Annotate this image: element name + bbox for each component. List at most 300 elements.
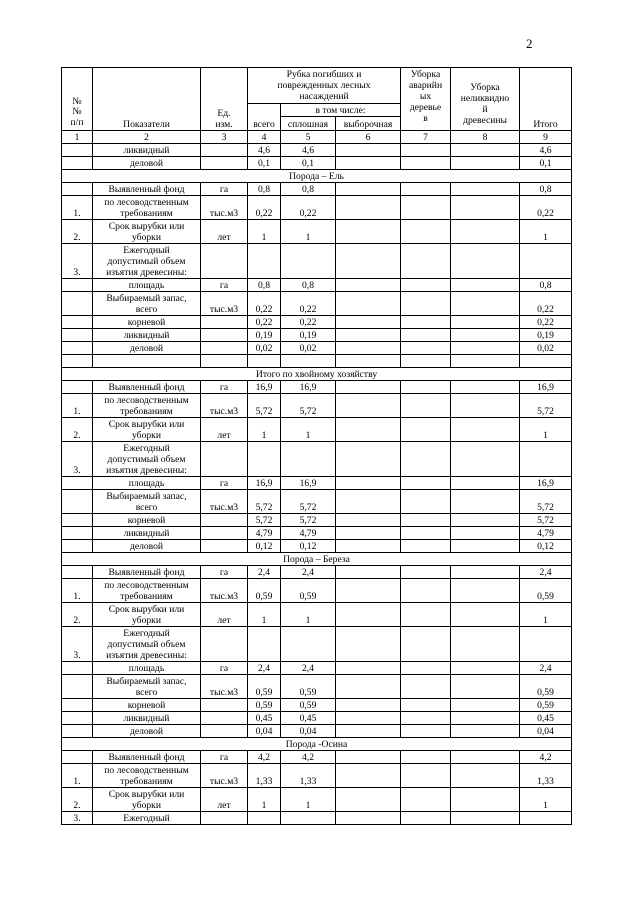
value-itogo: 0,04: [520, 725, 572, 738]
value-nonliquid: [451, 292, 520, 316]
value-total: 0,22: [248, 196, 281, 220]
header-felling: Рубка погибших и поврежденных лесных насаждений: [248, 68, 401, 104]
unit-cell: га: [201, 751, 248, 764]
value-selective: [336, 418, 401, 442]
row-number: [62, 157, 93, 170]
unit-cell: [201, 316, 248, 329]
header-total-sub: всего: [248, 104, 281, 131]
table-row: [62, 699, 572, 712]
value-emergency: [401, 662, 451, 675]
value-nonliquid: [451, 157, 520, 170]
section-title: Порода – Береза: [62, 553, 572, 566]
value-nonliquid: [451, 477, 520, 490]
value-selective: [336, 316, 401, 329]
value-emergency: [401, 699, 451, 712]
value-nonliquid: [451, 418, 520, 442]
unit-cell: [201, 514, 248, 527]
value-selective: [336, 662, 401, 675]
value-emergency: [401, 196, 451, 220]
value-total: 2,4: [248, 566, 281, 579]
value-emergency: [401, 527, 451, 540]
indicator-cell: корневой: [93, 699, 201, 712]
value-selective: [336, 699, 401, 712]
value-total: 1: [248, 603, 281, 627]
value-clear: [281, 812, 336, 825]
row-number: 1.: [62, 579, 93, 603]
header-nonliquid: Уборка неликвидно й древесины: [451, 68, 520, 131]
value-nonliquid: [451, 329, 520, 342]
col-number: 1: [62, 131, 93, 144]
value-nonliquid: [451, 579, 520, 603]
indicator-cell: по лесоводственным требованиям: [93, 394, 201, 418]
indicator-cell: площадь: [93, 477, 201, 490]
value-itogo: 2,4: [520, 662, 572, 675]
indicator-cell: [93, 355, 201, 368]
value-clear: 1: [281, 788, 336, 812]
value-clear: 0,02: [281, 342, 336, 355]
row-number: [62, 183, 93, 196]
unit-cell: тыс.м3: [201, 675, 248, 699]
unit-cell: га: [201, 381, 248, 394]
value-clear: 1,33: [281, 764, 336, 788]
value-nonliquid: [451, 764, 520, 788]
row-number: [62, 355, 93, 368]
row-number: [62, 316, 93, 329]
unit-cell: [201, 355, 248, 368]
indicator-cell: корневой: [93, 316, 201, 329]
indicator-cell: ликвидный: [93, 329, 201, 342]
value-total: 1: [248, 788, 281, 812]
table-row: [62, 316, 572, 329]
table-row: [62, 675, 572, 699]
table-row: [62, 579, 572, 603]
value-emergency: [401, 329, 451, 342]
value-clear: 0,22: [281, 196, 336, 220]
row-number: [62, 699, 93, 712]
page-number: 2: [526, 36, 533, 51]
header-unit: Ед. изм.: [201, 68, 248, 131]
value-nonliquid: [451, 316, 520, 329]
value-itogo: 0,19: [520, 329, 572, 342]
value-emergency: [401, 490, 451, 514]
unit-cell: га: [201, 566, 248, 579]
indicator-cell: деловой: [93, 540, 201, 553]
col-number: 3: [201, 131, 248, 144]
row-number: [62, 675, 93, 699]
value-nonliquid: [451, 627, 520, 662]
value-itogo: 4,79: [520, 527, 572, 540]
unit-cell: тыс.м3: [201, 579, 248, 603]
table-row: [62, 477, 572, 490]
value-selective: [336, 527, 401, 540]
row-number: [62, 292, 93, 316]
table-row: [62, 540, 572, 553]
unit-cell: [201, 244, 248, 279]
value-itogo: 16,9: [520, 477, 572, 490]
table-row: [62, 627, 572, 662]
row-number: [62, 751, 93, 764]
section-row: [62, 170, 572, 183]
value-clear: 16,9: [281, 477, 336, 490]
value-clear: 2,4: [281, 566, 336, 579]
row-number: [62, 712, 93, 725]
header-emergency: Уборка аварийн ых деревье в: [401, 68, 451, 131]
indicator-cell: Ежегодный допустимый объем изъятия древесины:: [93, 244, 201, 279]
value-clear: [281, 355, 336, 368]
row-number: 2.: [62, 603, 93, 627]
value-clear: 4,6: [281, 144, 336, 157]
value-emergency: [401, 812, 451, 825]
table-row: [62, 157, 572, 170]
value-itogo: 0,22: [520, 316, 572, 329]
indicator-cell: Выбираемый запас, всего: [93, 490, 201, 514]
indicator-cell: Срок вырубки или уборки: [93, 788, 201, 812]
table-row: [62, 418, 572, 442]
value-selective: [336, 244, 401, 279]
value-emergency: [401, 751, 451, 764]
section-title: Порода -Осина: [62, 738, 572, 751]
col-number: 7: [401, 131, 451, 144]
row-number: [62, 144, 93, 157]
value-emergency: [401, 579, 451, 603]
indicator-cell: ликвидный: [93, 712, 201, 725]
unit-cell: га: [201, 662, 248, 675]
value-itogo: 0,59: [520, 699, 572, 712]
indicator-cell: по лесоводственным требованиям: [93, 579, 201, 603]
value-total: 2,4: [248, 662, 281, 675]
value-total: 0,02: [248, 342, 281, 355]
row-number: [62, 514, 93, 527]
value-itogo: [520, 627, 572, 662]
row-number: 2.: [62, 418, 93, 442]
unit-cell: лет: [201, 603, 248, 627]
value-itogo: 1: [520, 220, 572, 244]
row-number: [62, 477, 93, 490]
value-total: 0,59: [248, 675, 281, 699]
col-number: 6: [336, 131, 401, 144]
value-total: 4,79: [248, 527, 281, 540]
header-num: № № п/п: [62, 68, 93, 131]
value-itogo: 0,8: [520, 279, 572, 292]
value-emergency: [401, 381, 451, 394]
value-selective: [336, 675, 401, 699]
table-row: [62, 566, 572, 579]
value-nonliquid: [451, 490, 520, 514]
value-itogo: 4,6: [520, 144, 572, 157]
value-selective: [336, 540, 401, 553]
table-row: [62, 196, 572, 220]
header-column-numbers: [62, 131, 572, 144]
value-emergency: [401, 316, 451, 329]
value-total: 4,6: [248, 144, 281, 157]
unit-cell: лет: [201, 220, 248, 244]
row-number: 1.: [62, 394, 93, 418]
row-number: 3.: [62, 627, 93, 662]
indicator-cell: Выявленный фонд: [93, 566, 201, 579]
indicator-cell: Выбираемый запас, всего: [93, 675, 201, 699]
row-number: [62, 279, 93, 292]
indicator-cell: площадь: [93, 662, 201, 675]
table-row: [62, 220, 572, 244]
indicator-cell: ликвидный: [93, 527, 201, 540]
value-selective: [336, 712, 401, 725]
row-number: 2.: [62, 788, 93, 812]
value-itogo: 0,8: [520, 183, 572, 196]
value-nonliquid: [451, 527, 520, 540]
value-clear: [281, 442, 336, 477]
value-emergency: [401, 514, 451, 527]
value-itogo: 5,72: [520, 514, 572, 527]
indicator-cell: корневой: [93, 514, 201, 527]
value-itogo: 0,22: [520, 196, 572, 220]
value-total: 4,2: [248, 751, 281, 764]
value-itogo: [520, 812, 572, 825]
value-clear: [281, 244, 336, 279]
value-nonliquid: [451, 662, 520, 675]
unit-cell: [201, 442, 248, 477]
table-row: [62, 394, 572, 418]
indicator-cell: деловой: [93, 725, 201, 738]
value-emergency: [401, 418, 451, 442]
value-total: 0,19: [248, 329, 281, 342]
unit-cell: лет: [201, 788, 248, 812]
value-selective: [336, 394, 401, 418]
table-row: [62, 725, 572, 738]
value-clear: 1: [281, 418, 336, 442]
unit-cell: тыс.м3: [201, 196, 248, 220]
value-clear: 0,22: [281, 316, 336, 329]
unit-cell: тыс.м3: [201, 764, 248, 788]
value-selective: [336, 183, 401, 196]
value-total: 1: [248, 220, 281, 244]
indicator-cell: Ежегодный: [93, 812, 201, 825]
value-selective: [336, 279, 401, 292]
value-nonliquid: [451, 394, 520, 418]
header-including: в том числе:: [281, 104, 401, 117]
row-number: 3.: [62, 442, 93, 477]
table-row: [62, 662, 572, 675]
unit-cell: тыс.м3: [201, 490, 248, 514]
value-emergency: [401, 183, 451, 196]
indicator-cell: деловой: [93, 157, 201, 170]
value-nonliquid: [451, 675, 520, 699]
row-number: [62, 381, 93, 394]
table-row: [62, 355, 572, 368]
value-emergency: [401, 712, 451, 725]
value-itogo: 0,45: [520, 712, 572, 725]
value-total: 0,1: [248, 157, 281, 170]
row-number: 1.: [62, 196, 93, 220]
value-selective: [336, 751, 401, 764]
value-nonliquid: [451, 566, 520, 579]
unit-cell: [201, 699, 248, 712]
value-nonliquid: [451, 603, 520, 627]
table-row: [62, 279, 572, 292]
value-total: 0,8: [248, 183, 281, 196]
table-row: [62, 751, 572, 764]
header-selective: выборочная: [336, 117, 401, 131]
value-clear: 0,04: [281, 725, 336, 738]
value-itogo: 0,22: [520, 292, 572, 316]
value-selective: [336, 381, 401, 394]
indicator-cell: Выявленный фонд: [93, 381, 201, 394]
col-number: 9: [520, 131, 572, 144]
value-emergency: [401, 566, 451, 579]
value-total: 0,12: [248, 540, 281, 553]
value-selective: [336, 514, 401, 527]
value-nonliquid: [451, 220, 520, 244]
table-row: [62, 527, 572, 540]
value-total: [248, 244, 281, 279]
indicator-cell: Ежегодный допустимый объем изъятия древесины:: [93, 442, 201, 477]
value-total: 0,04: [248, 725, 281, 738]
header-clear: сплошная: [281, 117, 336, 131]
section-title: Порода – Ель: [62, 170, 572, 183]
value-emergency: [401, 788, 451, 812]
value-clear: 16,9: [281, 381, 336, 394]
value-total: [248, 627, 281, 662]
value-clear: 1: [281, 220, 336, 244]
table-header: [62, 68, 572, 144]
unit-cell: [201, 527, 248, 540]
value-selective: [336, 220, 401, 244]
value-clear: 2,4: [281, 662, 336, 675]
value-nonliquid: [451, 144, 520, 157]
table-row: [62, 514, 572, 527]
value-selective: [336, 725, 401, 738]
value-clear: 0,45: [281, 712, 336, 725]
value-itogo: 5,72: [520, 490, 572, 514]
indicator-cell: Срок вырубки или уборки: [93, 603, 201, 627]
value-selective: [336, 342, 401, 355]
value-nonliquid: [451, 381, 520, 394]
row-number: [62, 329, 93, 342]
header-indicator: Показатели: [93, 68, 201, 131]
value-itogo: 1: [520, 788, 572, 812]
indicator-cell: площадь: [93, 279, 201, 292]
col-number: 5: [281, 131, 336, 144]
value-clear: 0,1: [281, 157, 336, 170]
value-clear: 0,12: [281, 540, 336, 553]
indicator-cell: ликвидный: [93, 144, 201, 157]
value-selective: [336, 490, 401, 514]
value-itogo: 16,9: [520, 381, 572, 394]
section-row: [62, 738, 572, 751]
row-number: [62, 540, 93, 553]
value-selective: [336, 477, 401, 490]
header-itogo: Итого: [520, 68, 572, 131]
value-selective: [336, 579, 401, 603]
value-emergency: [401, 725, 451, 738]
value-clear: 5,72: [281, 490, 336, 514]
value-emergency: [401, 540, 451, 553]
value-emergency: [401, 442, 451, 477]
value-selective: [336, 627, 401, 662]
value-itogo: 5,72: [520, 394, 572, 418]
indicator-cell: Срок вырубки или уборки: [93, 220, 201, 244]
value-clear: 4,2: [281, 751, 336, 764]
col-number: 8: [451, 131, 520, 144]
indicator-cell: по лесоводственным требованиям: [93, 196, 201, 220]
section-title: Итого по хвойному хозяйству: [62, 368, 572, 381]
value-nonliquid: [451, 342, 520, 355]
value-emergency: [401, 675, 451, 699]
table-row: [62, 342, 572, 355]
value-total: [248, 355, 281, 368]
value-nonliquid: [451, 514, 520, 527]
value-nonliquid: [451, 540, 520, 553]
value-selective: [336, 196, 401, 220]
value-nonliquid: [451, 725, 520, 738]
unit-cell: [201, 144, 248, 157]
value-itogo: 1: [520, 418, 572, 442]
value-total: [248, 442, 281, 477]
value-total: [248, 812, 281, 825]
value-clear: 1: [281, 603, 336, 627]
unit-cell: [201, 157, 248, 170]
value-selective: [336, 329, 401, 342]
row-number: [62, 725, 93, 738]
indicator-cell: Выявленный фонд: [93, 751, 201, 764]
unit-cell: [201, 627, 248, 662]
value-emergency: [401, 394, 451, 418]
table-row: [62, 183, 572, 196]
unit-cell: [201, 329, 248, 342]
table-row: [62, 292, 572, 316]
row-number: [62, 490, 93, 514]
value-selective: [336, 566, 401, 579]
value-itogo: 0,1: [520, 157, 572, 170]
row-number: [62, 527, 93, 540]
row-number: 3.: [62, 244, 93, 279]
value-selective: [336, 355, 401, 368]
value-emergency: [401, 144, 451, 157]
section-row: [62, 553, 572, 566]
table-row: [62, 812, 572, 825]
value-emergency: [401, 342, 451, 355]
value-emergency: [401, 355, 451, 368]
row-number: 1.: [62, 764, 93, 788]
value-emergency: [401, 603, 451, 627]
table-row: [62, 603, 572, 627]
value-nonliquid: [451, 244, 520, 279]
unit-cell: [201, 712, 248, 725]
value-nonliquid: [451, 183, 520, 196]
value-selective: [336, 292, 401, 316]
value-itogo: 1,33: [520, 764, 572, 788]
value-clear: 0,59: [281, 699, 336, 712]
table-row: [62, 442, 572, 477]
value-clear: 0,8: [281, 183, 336, 196]
value-nonliquid: [451, 812, 520, 825]
value-clear: 0,19: [281, 329, 336, 342]
value-clear: 5,72: [281, 394, 336, 418]
value-clear: 0,59: [281, 675, 336, 699]
value-clear: 0,22: [281, 292, 336, 316]
value-total: 0,59: [248, 699, 281, 712]
table-row: [62, 788, 572, 812]
value-selective: [336, 603, 401, 627]
unit-cell: тыс.м3: [201, 394, 248, 418]
value-itogo: [520, 442, 572, 477]
indicator-cell: по лесоводственным требованиям: [93, 764, 201, 788]
value-itogo: 0,59: [520, 579, 572, 603]
value-total: 5,72: [248, 490, 281, 514]
unit-cell: [201, 812, 248, 825]
col-number: 4: [248, 131, 281, 144]
table-row: [62, 712, 572, 725]
value-itogo: 2,4: [520, 566, 572, 579]
